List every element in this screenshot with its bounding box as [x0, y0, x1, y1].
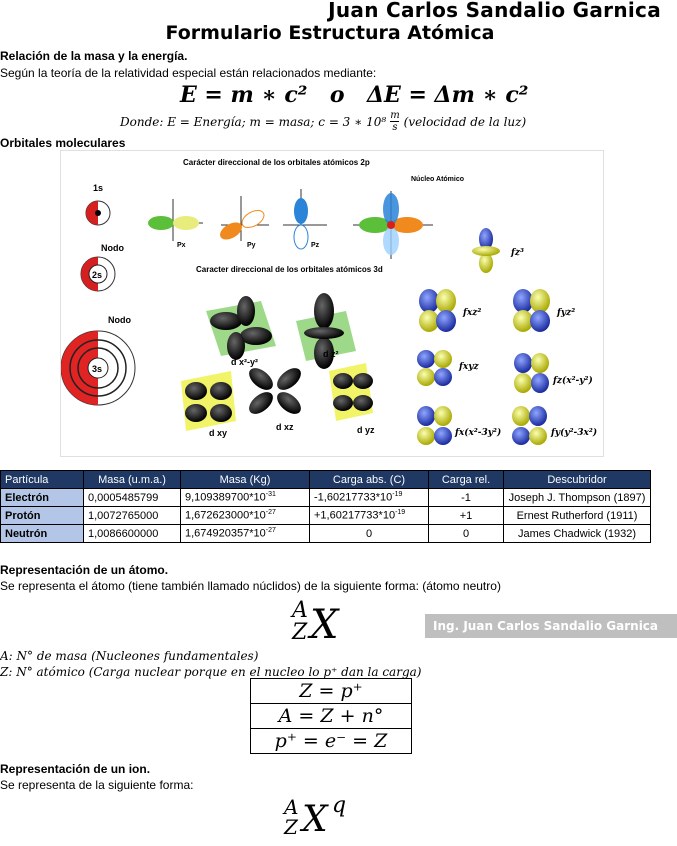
orbital-dyz [329, 363, 373, 421]
formula-e-mc2: E = m ∗ c² [180, 82, 308, 108]
label-fyz2: fyz² [557, 308, 576, 318]
label-py: Py [247, 242, 256, 249]
orbital-fzx2y2 [514, 353, 549, 393]
header-discoverer: Descubridor [504, 471, 651, 489]
ion-mass-number: A [284, 795, 299, 819]
cell-charge [310, 525, 429, 543]
cell-charge [310, 489, 429, 507]
ion-element-symbol: X [302, 799, 328, 840]
charge-mantissa: -1,60217733*10 [314, 491, 393, 504]
page-title: Formulario Estructura Atómica [165, 22, 495, 44]
fraction-numerator: m [390, 110, 400, 121]
cell-discoverer: James Chadwick (1932) [504, 525, 651, 543]
where-tail: (velocidad de la luz) [403, 114, 527, 129]
heading-ion-representation: Representación de un ion. [0, 762, 151, 776]
label-node-2: Nodo [108, 315, 131, 325]
heading-orbitals: Orbitales moleculares [0, 136, 126, 150]
text-atom-representation: Se representa el átomo (tiene también llamado núclidos) de la siguiente forma: (átomo neutro) [0, 579, 501, 593]
velocity-fraction [390, 110, 399, 133]
orbital-pz [283, 189, 327, 249]
atomic-number: Z [292, 620, 308, 645]
label-2s: 2s [92, 270, 103, 280]
heading-atom-representation: Representación de un átomo. [0, 563, 169, 577]
label-px: Px [177, 242, 186, 249]
particle-table [0, 470, 651, 543]
orbital-fxx23y2 [417, 406, 452, 445]
caption-2p: Carácter direccional de los orbitales atómicos 2p [183, 158, 370, 167]
relation-neutral: p⁺ = e⁻ = Z [251, 729, 412, 754]
charge-exponent: -19 [395, 509, 406, 517]
element-symbol: X [310, 602, 339, 648]
cell-amu: 1,0072765000 [84, 507, 181, 525]
orbitals-figure-svg [61, 151, 603, 456]
formula-delta: ΔE = Δm ∗ c² [366, 82, 529, 108]
cell-kg [181, 489, 310, 507]
orbital-fxyz [417, 350, 452, 386]
cell-amu: 1,0086600000 [84, 525, 181, 543]
charge-exponent: -19 [392, 491, 403, 499]
label-node-1: Nodo [101, 243, 124, 253]
ion-atomic-number: Z [284, 815, 298, 839]
orbital-fz3 [472, 228, 500, 273]
relation-row [251, 704, 412, 729]
text-mass-energy: Según la teoría de la relatividad especial están relacionados mediante: [0, 66, 377, 80]
orbital-px [148, 199, 203, 241]
formula-or: o [329, 82, 345, 108]
cell-kg [181, 525, 310, 543]
header-charge-abs: Carga abs. (C) [310, 471, 429, 489]
definition-A: A: N° de masa (Nucleones fundamentales) [0, 649, 259, 663]
fraction-denominator: s [392, 122, 398, 133]
label-3s: 3s [92, 364, 103, 374]
label-dyz: d yz [357, 425, 375, 435]
relation-row [251, 679, 412, 704]
relation-mass-number: A = Z + n° [251, 704, 412, 729]
orbital-dx2y2 [206, 296, 276, 360]
label-dxz: d xz [276, 422, 294, 432]
orbital-fyy23x2 [512, 406, 547, 445]
label-fxyz: fxyz [459, 362, 479, 372]
label-fyy23x2: fy(y²-3x²) [551, 428, 598, 438]
table-row [1, 525, 651, 543]
orbital-combined-p [353, 191, 433, 259]
label-fxx23y2: fx(x²-3y²) [455, 428, 502, 438]
label-pz: Pz [311, 242, 320, 249]
caption-3d: Caracter direccional de los orbitales atómicos 3d [196, 265, 383, 274]
label-dxy: d xy [209, 428, 228, 438]
kg-exponent: -31 [265, 491, 276, 499]
cell-rel: +1 [429, 507, 504, 525]
table-header-row [1, 471, 651, 489]
ion-charge: q [332, 793, 347, 818]
cell-particle: Protón [1, 507, 84, 525]
label-dx2y2: d x²-y² [231, 357, 258, 367]
charge-mantissa: +1,60217733*10 [314, 509, 396, 522]
kg-mantissa: 1,674920357*10 [185, 527, 266, 540]
einstein-formula [180, 82, 529, 108]
cell-kg [181, 507, 310, 525]
table-row [1, 507, 651, 525]
cell-discoverer: Joseph J. Thompson (1897) [504, 489, 651, 507]
relation-z-protons: Z = p⁺ [251, 679, 412, 704]
orbital-dxz [245, 364, 305, 418]
definition-Z: Z: N° atómico (Carga nuclear porque en el nucleo lo p⁺ dan la carga) [0, 665, 422, 679]
mass-number: A [292, 598, 308, 623]
table-row [1, 489, 651, 507]
label-fz3: fz³ [511, 248, 524, 258]
header-mass-kg: Masa (Kg) [181, 471, 310, 489]
orbital-dxy [181, 371, 236, 431]
orbital-1s [86, 201, 110, 225]
relations-box [250, 678, 412, 754]
kg-exponent: -27 [265, 527, 276, 535]
orbitals-figure [60, 150, 604, 457]
watermark: Ing. Juan Carlos Sandalio Garnica [425, 614, 677, 638]
label-fxz2: fxz² [463, 308, 482, 318]
label-dz2: d z² [323, 349, 339, 359]
label-1s: 1s [93, 183, 104, 193]
ion-symbol [284, 795, 374, 846]
relation-row [251, 729, 412, 754]
orbital-fyz2 [513, 289, 550, 332]
where-text: Donde: E = Energía; m = masa; c = 3 ∗ 10⁸ [120, 114, 387, 129]
cell-rel: -1 [429, 489, 504, 507]
charge-mantissa: 0 [365, 527, 373, 540]
orbital-fxz2 [419, 289, 456, 332]
kg-exponent: -27 [265, 509, 276, 517]
nuclide-symbol [292, 598, 352, 650]
cell-particle: Neutrón [1, 525, 84, 543]
formula-where [120, 110, 526, 133]
cell-rel: 0 [429, 525, 504, 543]
header-mass-amu: Masa (u.m.a.) [84, 471, 181, 489]
orbital-py [217, 196, 269, 243]
header-charge-rel: Carga rel. [429, 471, 504, 489]
cell-particle: Electrón [1, 489, 84, 507]
kg-mantissa: 1,672623000*10 [185, 509, 266, 522]
label-nucleus: Núcleo Atómico [411, 176, 465, 183]
text-ion-representation: Se representa de la siguiente forma: [0, 778, 194, 792]
cell-discoverer: Ernest Rutherford (1911) [504, 507, 651, 525]
heading-mass-energy: Relación de la masa y la energía. [0, 49, 188, 63]
header-particle: Partícula [1, 471, 84, 489]
cell-amu: 0,0005485799 [84, 489, 181, 507]
author-name: Juan Carlos Sandalio Garnica [328, 0, 661, 22]
kg-mantissa: 9,109389700*10 [185, 491, 266, 504]
label-fzx2y2: fz(x²-y²) [553, 376, 593, 386]
cell-charge [310, 507, 429, 525]
